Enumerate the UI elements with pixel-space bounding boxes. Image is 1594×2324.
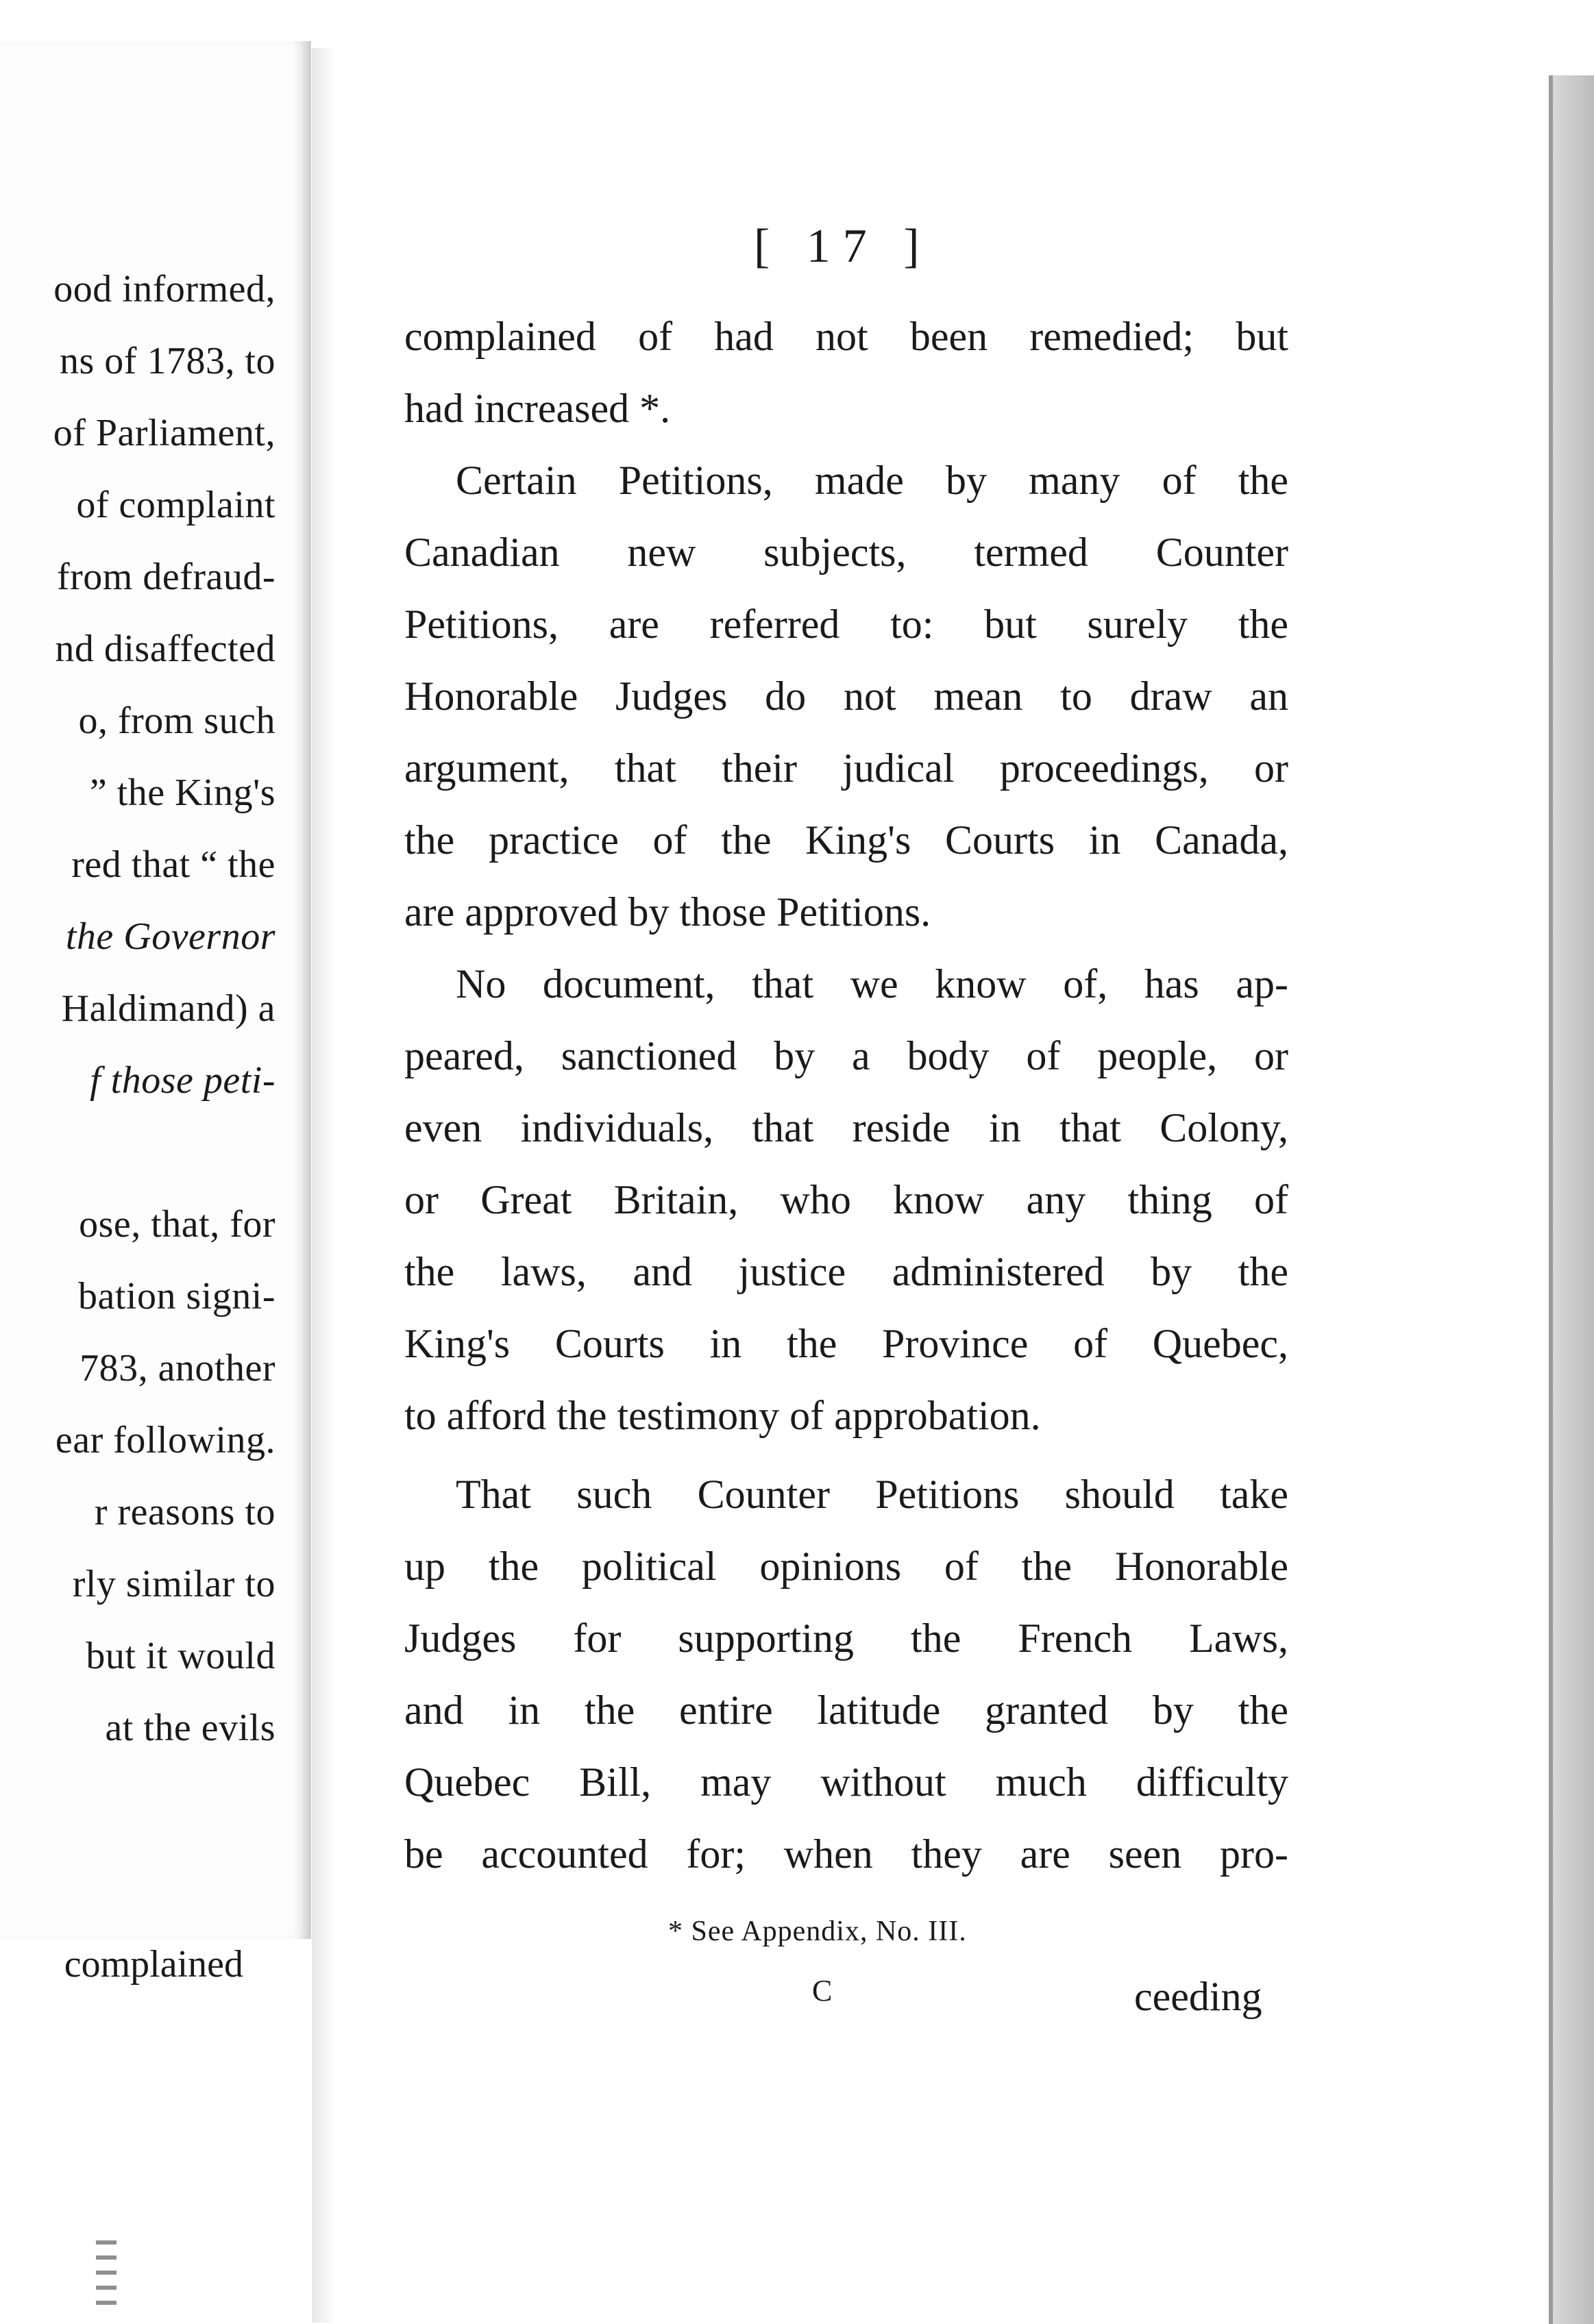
body-line: argument, that their judical proceedings, or: [404, 745, 1288, 791]
left-text-line: Haldimand) a: [61, 987, 275, 1030]
previous-page: [0, 41, 311, 1986]
body-line: complained of had not been remedied; but: [404, 314, 1288, 359]
left-text-line: ” the King's: [89, 771, 275, 814]
left-text-line: ose, that, for: [79, 1203, 275, 1246]
left-catchword: complained: [64, 1943, 243, 1986]
body-line: Judges for supporting the French Laws,: [404, 1616, 1288, 1661]
body-line: or Great Britain, who know any thing of: [404, 1177, 1288, 1222]
left-text-line: of complaint: [76, 484, 275, 526]
signature-mark: C: [812, 1974, 833, 2007]
left-text-line: rly similar to: [72, 1563, 275, 1605]
body-line: even individuals, that reside in that Colony,: [404, 1105, 1288, 1150]
body-line: are approved by those Petitions.: [404, 889, 931, 935]
body-line: That such Counter Petitions should take: [456, 1472, 1288, 1517]
body-line: King's Courts in the Province of Quebec,: [404, 1321, 1288, 1366]
left-text-line: ood informed,: [53, 268, 275, 310]
body-line: Honorable Judges do not mean to draw an: [404, 673, 1288, 719]
page-number: [ 17 ]: [754, 220, 932, 273]
body-line: and in the entire latitude granted by the: [404, 1688, 1288, 1733]
body-line: the laws, and justice administered by the: [404, 1249, 1288, 1294]
catchword: ceeding: [1134, 1974, 1262, 2019]
footnote: * See Appendix, No. III.: [668, 1916, 967, 1947]
body-line: to afford the testimony of approbation.: [404, 1393, 1041, 1438]
left-text-line: ns of 1783, to: [60, 340, 275, 382]
left-text-line: ear following.: [55, 1419, 275, 1461]
book-gutter: [312, 48, 353, 2323]
left-text-line: at the evils: [105, 1707, 275, 1749]
left-text-line: f those peti-: [90, 1059, 275, 1102]
body-line: up the political opinions of the Honorable: [404, 1544, 1288, 1589]
body-line: be accounted for; when they are seen pro-: [404, 1831, 1288, 1877]
body-line: Canadian new subjects, termed Counter: [404, 530, 1288, 575]
left-text-line: r reasons to: [94, 1491, 275, 1533]
body-line: Petitions, are referred to: but surely the: [404, 602, 1288, 647]
body-line: No document, that we know of, has ap-: [456, 961, 1288, 1006]
body-line: Certain Petitions, made by many of the: [456, 458, 1288, 503]
left-text-line: from defraud-: [56, 556, 275, 598]
binding-marks: [96, 2240, 117, 2316]
left-text-line: 783, another: [79, 1347, 275, 1389]
left-text-line: o, from such: [78, 700, 275, 742]
left-text-line: red that “ the: [71, 843, 275, 886]
left-text-line: of Parliament,: [53, 412, 275, 454]
body-line: had increased *.: [404, 386, 671, 431]
page-edge: [1549, 75, 1594, 2324]
left-text-line: the Governor: [65, 915, 275, 958]
body-line: peared, sanctioned by a body of people, or: [404, 1033, 1288, 1078]
left-text-line: but it would: [86, 1635, 275, 1677]
left-text-line: nd disaffected: [55, 628, 275, 670]
body-line: the practice of the King's Courts in Canada,: [404, 817, 1288, 863]
left-text-line: bation signi-: [77, 1275, 275, 1318]
body-line: Quebec Bill, may without much difficulty: [404, 1759, 1288, 1805]
